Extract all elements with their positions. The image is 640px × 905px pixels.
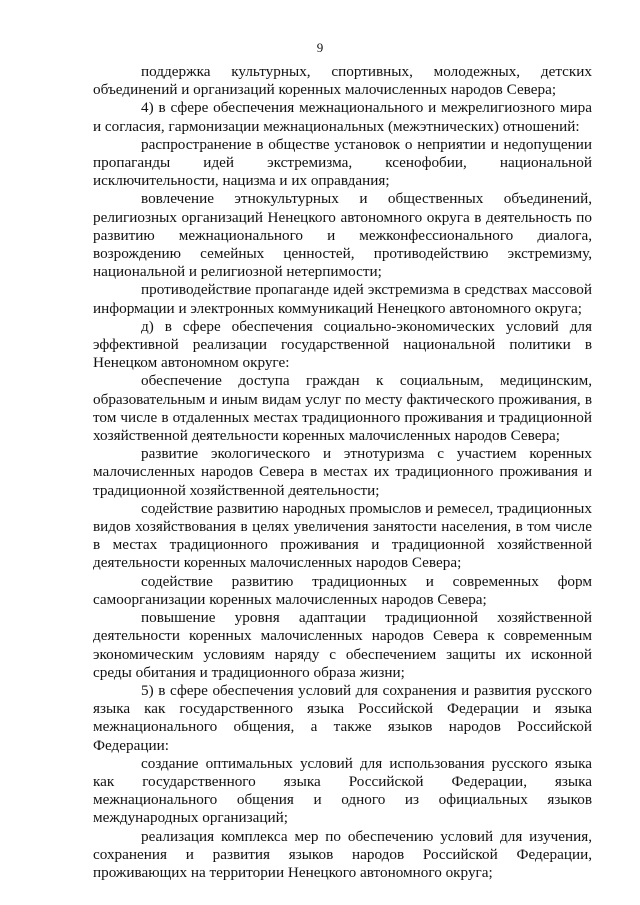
paragraph-section-5-heading: 5) в сфере обеспечения условий для сохранения и развития русского языка как государственного языка Российской Федерации и языка межнационального общения, а также языков народов Российской Федерации: bbox=[93, 681, 592, 754]
page-number: 9 bbox=[316, 40, 324, 55]
paragraph-involvement-associations: вовлечение этнокультурных и общественных объединений, религиозных организаций Ненецкого автономного округа в деятельность по развитию межнационального и межконфессионального диалога, возрождению семейных ценностей, противодействию экстремизму, национальной и религиозной нетерпимости; bbox=[93, 190, 592, 281]
paragraph-ecotourism: развитие экологического и этнотуризма с участием коренных малочисленных народов Севера в местах их традиционного проживания и традиционной хозяйственной деятельности; bbox=[93, 445, 592, 499]
paragraph-self-organization: содействие развитию традиционных и современных форм самоорганизации коренных малочисленных народов Севера; bbox=[93, 572, 592, 608]
paragraph-counter-propaganda: противодействие пропаганде идей экстремизма в средствах массовой информации и электронных коммуникаций Ненецкого автономного округа; bbox=[93, 281, 592, 317]
paragraph-languages-of-peoples: реализация комплекса мер по обеспечению условий для изучения, сохранения и развития языков народов Российской Федерации, проживающих на территории Ненецкого автономного округа; bbox=[93, 827, 592, 881]
paragraph-support-organizations: поддержка культурных, спортивных, молодежных, детских объединений и организаций коренных малочисленных народов Севера; bbox=[93, 63, 592, 99]
paragraph-section-d-heading: д) в сфере обеспечения социально-экономических условий для эффективной реализации государственной национальной политики в Ненецком автономном округе: bbox=[93, 317, 592, 372]
document-body bbox=[93, 63, 592, 882]
paragraph-anti-extremism-attitudes: распространение в обществе установок о неприятии и недопущении пропаганды идей экстремизма, ксенофобии, национальной исключительности, нацизма и их оправдания; bbox=[93, 135, 592, 190]
paragraph-folk-crafts: содействие развитию народных промыслов и ремесел, традиционных видов хозяйствования в целях увеличения занятости населения, в том числе в местах традиционного проживания и традиционной хозяйственной деятельности коренных малочисленных народов Севера; bbox=[93, 499, 592, 572]
paragraph-access-to-services: обеспечение доступа граждан к социальным, медицинским, образовательным и иным видам услуг по месту фактического проживания, в том числе в отдаленных местах традиционного проживания и традиционной хозяйственной деятельности коренных малочисленных народов Севера; bbox=[93, 372, 592, 445]
paragraph-section-4-heading: 4) в сфере обеспечения межнационального и межрелигиозного мира и согласия, гармонизации межнациональных (межэтнических) отношений: bbox=[93, 99, 592, 135]
paragraph-russian-language: создание оптимальных условий для использования русского языка как государственного языка Российской Федерации, языка межнационального общения и одного из официальных языков международных организаций; bbox=[93, 754, 592, 827]
paragraph-adaptation: повышение уровня адаптации традиционной хозяйственной деятельности коренных малочисленных народов Севера к современным экономическим условиям наряду с обеспечением защиты их исконной среды обитания и традиционного образа жизни; bbox=[93, 609, 592, 681]
